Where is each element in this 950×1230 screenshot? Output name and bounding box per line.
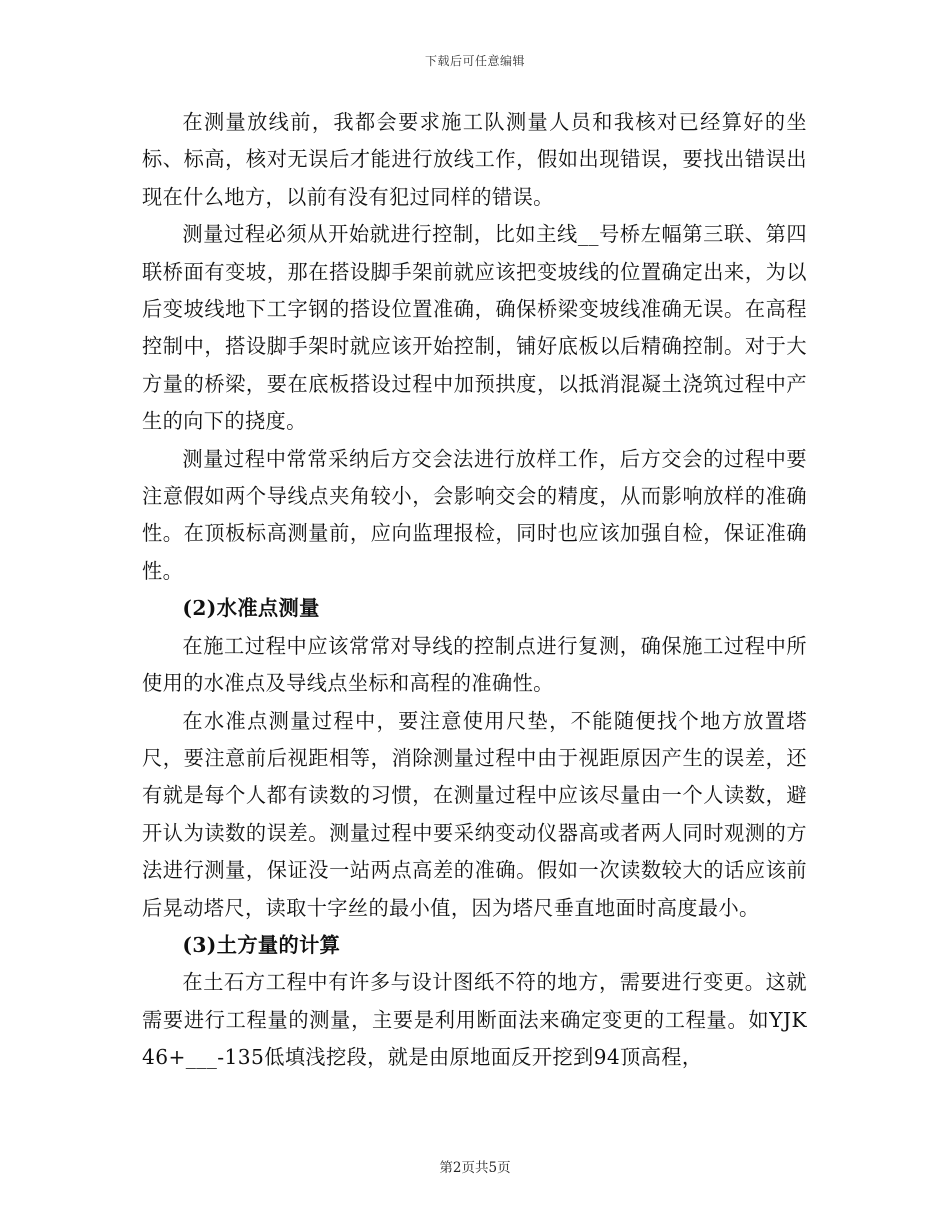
page-header: 下载后可任意编辑 (424, 54, 525, 68)
paragraph-1: 在测量放线前，我都会要求施工队测量人员和我核对已经算好的坐标、标高，核对无误后才能进行放线工作，假如出现错误，要找出错误出现在什么地方，以前有没有犯过同样的错误。 (142, 110, 807, 209)
paragraph-6: 在土石方工程中有许多与设计图纸不符的地方，需要进行变更。这就需要进行工程量的测量，主要是利用断面法来确定变更的工程量。如YJK46+___-135低填浅挖段，就是由原地面反开挖到94顶高程， (142, 970, 807, 1070)
section-heading-2: (2)水准点测量 (182, 596, 320, 621)
paragraph-5: 在水准点测量过程中，要注意使用尺垫，不能随便找个地方放置塔尺，要注意前后视距相等，消除测量过程中由于视距原因产生的误差，还有就是每个人都有读数的习惯，在测量过程中应该尽量由一个人读数，避开认为读数的误差。测量过程中要采纳变动仪器高或者两人同时观测的方法进行测量，保证没一站两点高差的准确。假如一次读数较大的话应该前后晃动塔尺，读取十字丝的最小值，因为塔尺垂直地面时高度最小。 (142, 708, 807, 920)
document-body (142, 104, 807, 1077)
paragraph-3: 测量过程中常常采纳后方交会法进行放样工作，后方交会的过程中要注意假如两个导线点夹角较小，会影响交会的精度，从而影响放样的准确性。在顶板标高测量前，应向监理报检，同时也应该加强自检，保证准确性。 (142, 446, 807, 583)
section-heading-3: (3)土方量的计算 (182, 932, 341, 957)
paragraph-2: 测量过程必须从开始就进行控制，比如主线__号桥左幅第三联、第四联桥面有变坡，那在搭设脚手架前就应该把变坡线的位置确定出来，为以后变坡线地下工字钢的搭设位置准确，确保桥梁变坡线准确无误。在高程控制中，搭设脚手架时就应该开始控制，铺好底板以后精确控制。对于大方量的桥梁，要在底板搭设过程中加预拱度，以抵消混凝土浇筑过程中产生的向下的挠度。 (142, 222, 807, 434)
paragraph-4: 在施工过程中应该常常对导线的控制点进行复测，确保施工过程中所使用的水准点及导线点坐标和高程的准确性。 (142, 633, 807, 696)
page-footer: 第2页共5页 (439, 1160, 511, 1176)
